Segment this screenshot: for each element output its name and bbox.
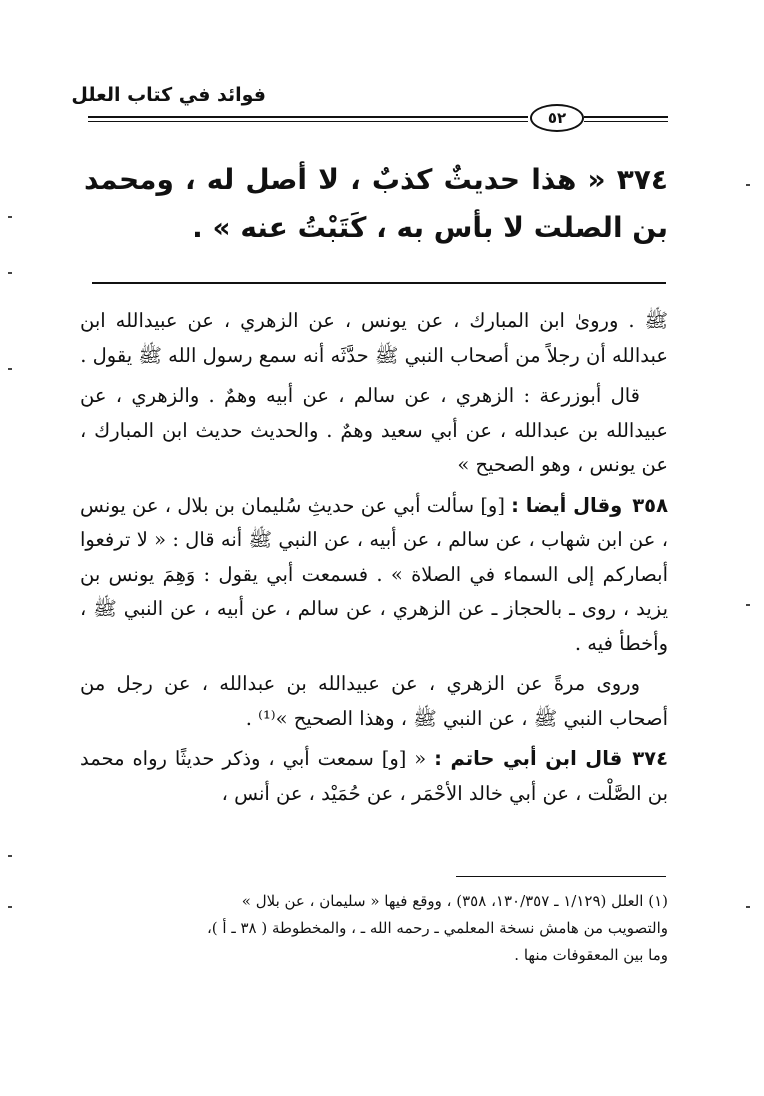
section-heading: ٣٧٤ « هذا حديثٌ كذبٌ ، لا أصل له ، ومحمد بن الصلت لا بأس به ، كَتَبْتُ عنه » . (84, 163, 668, 244)
entry-lead: قال ابن أبي حاتم : (434, 747, 623, 770)
entry-number: ٣٥٨ (632, 493, 668, 517)
paragraph-5 (80, 742, 668, 811)
entry-lead: وقال أيضا : (511, 493, 623, 517)
footnote-line: (١) العلل (١/١٢٩ ـ ١٣٠/٣٥٧، ٣٥٨) ، ووقع فيها « سليمان ، عن بلال » (241, 892, 668, 910)
header-rule-left-thick (88, 116, 528, 118)
running-title: فوائد في كتاب العلل (71, 84, 266, 106)
section-divider (92, 282, 666, 284)
header-rule-right-thin (584, 121, 668, 122)
footnote-line: والتصويب من هامش نسخة المعلمي ـ رحمه الله ـ ، والمخطوطة ( ٣٨ ـ أ )، (206, 919, 668, 937)
scan-mark (746, 906, 750, 908)
footnote-line: وما بين المعقوفات منها . (514, 946, 668, 964)
scan-mark (8, 368, 12, 370)
body-text (80, 304, 668, 817)
scan-mark (8, 216, 12, 218)
entry-text: « [و] سمعت أبي ، وذكر حديثًا رواه محمد بن الصَّلْت ، عن أبي خالد الأحْمَر ، عن حُمَيْد ، عن أنس ، (80, 747, 668, 805)
scan-mark (8, 906, 12, 908)
scan-mark (8, 272, 12, 274)
page-number: ٥٢ (530, 104, 584, 132)
footnote-divider (456, 876, 666, 877)
paragraph-4: وروى مرةً عن الزهري ، عن عبيدالله بن عبدالله ، عن رجل من أصحاب النبي ﷺ ، عن النبي ﷺ ، وهذا الصحيح »⁽¹⁾ . (80, 672, 668, 730)
entry-number: ٣٧٤ (632, 747, 668, 770)
footnote (82, 888, 668, 969)
paragraph-2: قال أبوزرعة : الزهري ، عن سالم ، عن أبيه وهمٌ . والزهري ، عن عبيدالله بن عبدالله ، عن أبي سعيد وهمٌ . والحديث حديث ابن المبارك ، عن يونس ، وهو الصحيح » (80, 384, 668, 476)
scan-mark (746, 604, 750, 606)
scan-mark (746, 184, 750, 186)
header-rule-left-thin (88, 121, 528, 122)
entry-text: [و] سألت أبي عن حديثِ سُليمان بن بلال ، عن يونس ، عن ابن شهاب ، عن سالم ، عن أبيه ، عن النبي ﷺ أنه قال : « لا ترفعوا أبصاركم إلى السماء في الصلاة » . فسمعت أبي يقول : وَهِمَ يونس بن يزيد ، روى ـ بالحجاز ـ عن الزهري ، عن سالم ، عن أبيه ، عن النبي ﷺ ، وأخطأ فيه . (80, 493, 668, 655)
paragraph-1: ﷺ . ورویٰ ابن المبارك ، عن يونس ، عن الزهري ، عن عبيدالله ابن عبدالله أن رجلاً من أصحاب النبي ﷺ حدَّثَه أنه سمع رسول الله ﷺ يقول . (80, 309, 668, 367)
paragraph-3 (80, 489, 668, 662)
scan-mark (8, 855, 12, 857)
header-rule-right-thick (584, 116, 668, 118)
